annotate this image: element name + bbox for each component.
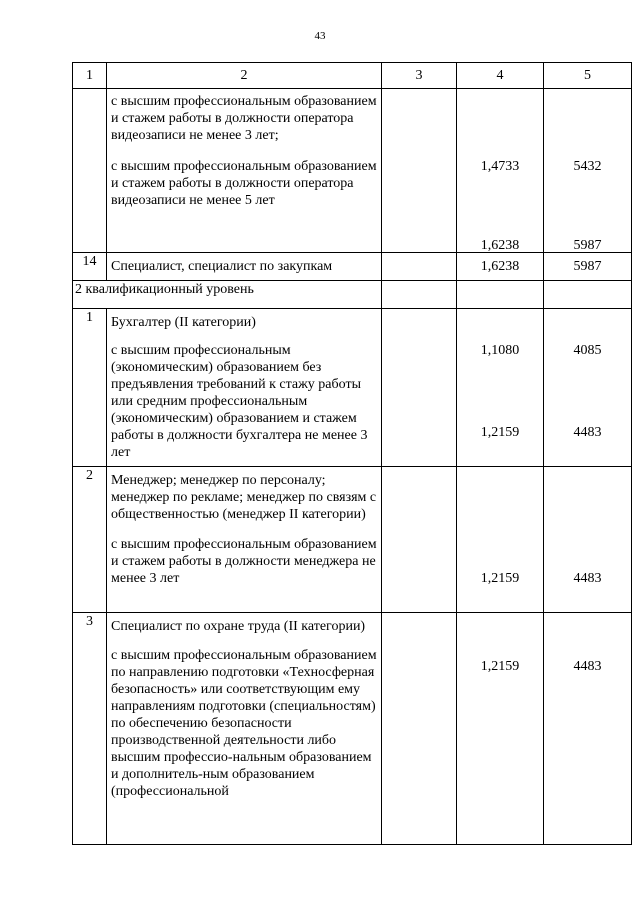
row-number xyxy=(73,89,107,253)
coefficient-value: 1,6238 xyxy=(480,238,520,253)
position-title: Менеджер; менеджер по персоналу; менеджер по рекламе; менеджер по связям с общественностью (менеджер II категории) xyxy=(111,473,377,522)
section-row xyxy=(73,281,632,309)
row-description xyxy=(107,467,382,613)
salary-table xyxy=(72,62,632,845)
requirement-text: с высшим профессиональным (экономическим) образованием без предъявления требований к стажу работы или средним профессиональным (экономическим) образованием и стажем работы в должности бухгалтера не менее 3 лет xyxy=(111,343,368,460)
page-number: 43 xyxy=(314,30,326,42)
salary-value: 4483 xyxy=(573,659,602,674)
salary-cell xyxy=(544,467,632,613)
salary-value: 5987 xyxy=(544,253,632,281)
requirement-text: с высшим профессиональным образованием и стажем работы в должности оператора видеозаписи не менее 5 лет xyxy=(111,159,377,208)
salary-value: 4483 xyxy=(573,425,602,440)
empty-cell xyxy=(382,253,457,281)
salary-value: 4483 xyxy=(573,571,602,586)
empty-cell xyxy=(544,281,632,309)
coefficient-value: 1,2159 xyxy=(480,425,520,440)
row-description xyxy=(107,613,382,845)
header-cell-4: 4 xyxy=(457,63,544,89)
position-title: Специалист по охране труда (II категории) xyxy=(111,619,366,634)
coefficient-cell xyxy=(457,613,544,845)
empty-cell xyxy=(382,281,457,309)
row-number: 14 xyxy=(73,253,107,281)
coefficient-value: 1,4733 xyxy=(480,159,520,174)
row-number: 3 xyxy=(73,613,107,845)
coefficient-cell xyxy=(457,467,544,613)
requirement-text: с высшим профессиональным образованием и стажем работы в должности оператора видеозаписи не менее 3 лет; xyxy=(111,94,377,143)
coefficient-value: 1,2159 xyxy=(480,571,520,586)
salary-cell xyxy=(544,89,632,253)
empty-cell xyxy=(382,309,457,467)
coefficient-cell xyxy=(457,89,544,253)
coefficient-cell xyxy=(457,309,544,467)
salary-value: 5987 xyxy=(573,238,602,253)
table-row xyxy=(73,309,632,467)
empty-cell xyxy=(382,613,457,845)
row-description: Специалист, специалист по закупкам xyxy=(107,253,382,281)
header-cell-3: 3 xyxy=(382,63,457,89)
empty-cell xyxy=(382,89,457,253)
table-row xyxy=(73,467,632,613)
table-row xyxy=(73,253,632,281)
empty-cell xyxy=(457,281,544,309)
empty-cell xyxy=(382,467,457,613)
row-description xyxy=(107,309,382,467)
position-title: Бухгалтер (II категории) xyxy=(111,315,256,330)
qualification-level-heading: 2 квалификационный уровень xyxy=(73,281,382,309)
coefficient-value: 1,6238 xyxy=(457,253,544,281)
salary-cell xyxy=(544,309,632,467)
header-cell-2: 2 xyxy=(107,63,382,89)
coefficient-value: 1,2159 xyxy=(480,659,520,674)
table-row xyxy=(73,89,632,253)
row-number: 1 xyxy=(73,309,107,467)
requirement-text: с высшим профессиональным образованием по направлению подготовки «Техносферная безопасность» или соответствующим ему направлениям подготовки (специальностям) по обеспечению безопасности производственной деятельности либо высшим профессио-нальным образованием и дополнитель-ным образованием (профессиональной xyxy=(111,648,377,799)
header-cell-5: 5 xyxy=(544,63,632,89)
requirement-text: с высшим профессиональным образованием и стажем работы в должности менеджера не менее 3 лет xyxy=(111,537,377,586)
row-number: 2 xyxy=(73,467,107,613)
salary-value: 4085 xyxy=(573,343,602,358)
salary-value: 5432 xyxy=(573,159,602,174)
row-description xyxy=(107,89,382,253)
salary-cell xyxy=(544,613,632,845)
coefficient-value: 1,1080 xyxy=(480,343,520,358)
table-row xyxy=(73,613,632,845)
table-header-row xyxy=(73,63,632,89)
header-cell-1: 1 xyxy=(73,63,107,89)
